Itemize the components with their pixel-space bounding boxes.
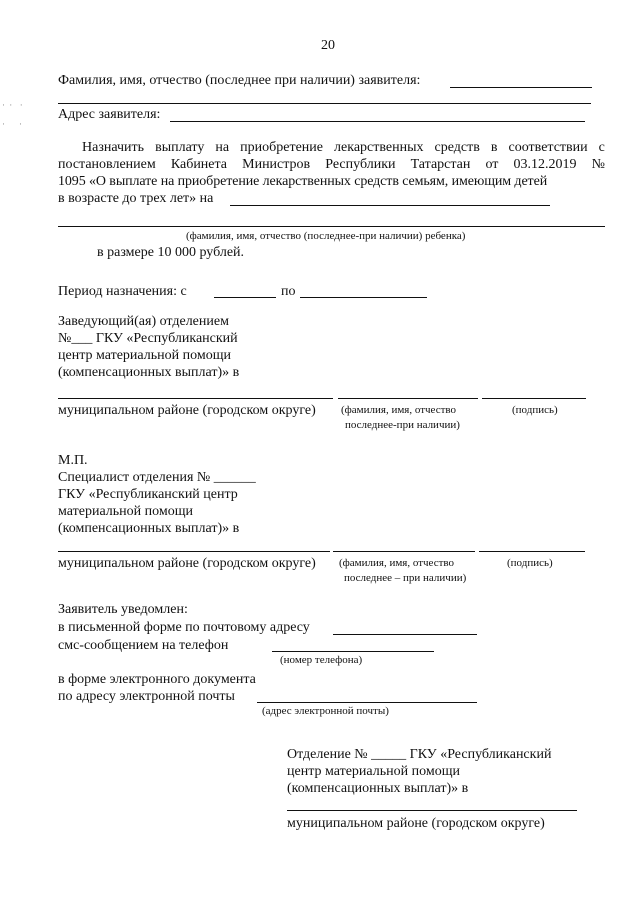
notification-email-1: в форме электронного документа xyxy=(58,672,256,687)
applicant-address-line xyxy=(170,121,585,122)
specialist-fio-caption: последнее – при наличии) xyxy=(344,572,467,584)
department-line: Отделение № _____ ГКУ «Республиканский xyxy=(287,747,552,762)
child-name-line xyxy=(230,205,550,206)
word: Республики xyxy=(325,157,396,172)
specialist-district: муниципальном районе (городском округе) xyxy=(58,556,316,571)
applicant-name-line xyxy=(450,87,592,88)
head-fio-line xyxy=(338,398,478,399)
payment-amount: в размере 10 000 рублей. xyxy=(97,245,245,260)
specialist-line: ГКУ «Республиканский центр xyxy=(58,487,238,502)
specialist-fio-caption: (фамилия, имя, отчество xyxy=(339,557,455,569)
specialist-line: материальной помощи xyxy=(58,504,193,519)
stamp-mark: М.П. xyxy=(58,453,88,468)
word: лекарственных xyxy=(334,140,424,155)
period-to-label: по xyxy=(281,284,296,299)
head-district: муниципальном районе (городском округе) xyxy=(58,403,316,418)
word: приобретение xyxy=(240,140,323,155)
specialist-fio-line xyxy=(333,551,475,552)
head-line: №___ ГКУ «Республиканский xyxy=(58,331,238,346)
head-district-line xyxy=(58,398,333,399)
word: с xyxy=(598,140,605,155)
email-line xyxy=(257,702,477,703)
word: от xyxy=(485,157,499,172)
phone-line xyxy=(272,651,434,652)
applicant-address-label: Адрес заявителя: xyxy=(58,107,161,122)
period-label: Период назначения: с xyxy=(58,284,187,299)
head-line: центр материальной помощи xyxy=(58,348,231,363)
email-caption: (адрес электронной почты) xyxy=(262,705,389,717)
post-address-line xyxy=(333,634,477,635)
specialist-line: Специалист отделения № ______ xyxy=(58,470,256,485)
applicant-name-label: Фамилия, имя, отчество (последнее при наличии) заявителя: xyxy=(58,73,421,88)
department-district: муниципальном районе (городском округе) xyxy=(287,816,545,831)
notification-title: Заявитель уведомлен: xyxy=(58,602,188,617)
applicant-name-line-2 xyxy=(58,103,591,104)
decision-line-4: в возрасте до трех лет» на xyxy=(58,191,214,206)
head-fio-caption: (фамилия, имя, отчество xyxy=(341,404,457,416)
decision-line-1 xyxy=(82,139,605,156)
word: Назначить xyxy=(82,140,145,155)
child-caption: (фамилия, имя, отчество (последнее-при наличии) ребенка) xyxy=(186,230,466,242)
phone-caption: (номер телефона) xyxy=(280,654,363,666)
word: постановлением xyxy=(58,157,156,172)
period-to-line xyxy=(300,297,427,298)
child-name-line-2 xyxy=(58,226,605,227)
department-district-line xyxy=(287,810,577,811)
notification-post: в письменной форме по почтовому адресу xyxy=(58,620,310,635)
word: на xyxy=(215,140,230,155)
word: Татарстан xyxy=(410,157,471,172)
notification-sms: смс-сообщением на телефон xyxy=(58,638,229,653)
word: средств xyxy=(434,140,480,155)
specialist-district-line xyxy=(58,551,330,552)
word: в xyxy=(490,140,498,155)
word: Министров xyxy=(242,157,311,172)
period-from-line xyxy=(214,297,276,298)
scan-margin-marks: · · xyxy=(2,119,23,129)
word: 03.12.2019 xyxy=(513,157,577,172)
head-line: (компенсационных выплат)» в xyxy=(58,365,240,380)
specialist-sign-line xyxy=(479,551,585,552)
head-sign-line xyxy=(482,398,586,399)
notification-email-2: по адресу электронной почты xyxy=(58,689,235,704)
decision-line-2 xyxy=(58,156,605,173)
specialist-sign-caption: (подпись) xyxy=(507,557,553,569)
word: соответствии xyxy=(508,140,588,155)
scan-margin-marks: · · · xyxy=(2,100,24,110)
head-line: Заведующий(ая) отделением xyxy=(58,314,229,329)
page-number: 20 xyxy=(321,38,335,53)
department-line: (компенсационных выплат)» в xyxy=(287,781,469,796)
specialist-line: (компенсационных выплат)» в xyxy=(58,521,240,536)
word: № xyxy=(591,157,605,172)
word: Кабинета xyxy=(170,157,228,172)
head-sign-caption: (подпись) xyxy=(512,404,558,416)
decision-line-3: 1095 «О выплате на приобретение лекарственных средств семьям, имеющим детей xyxy=(58,174,548,189)
department-line: центр материальной помощи xyxy=(287,764,460,779)
head-fio-caption: последнее-при наличии) xyxy=(345,419,460,431)
word: выплату xyxy=(155,140,205,155)
